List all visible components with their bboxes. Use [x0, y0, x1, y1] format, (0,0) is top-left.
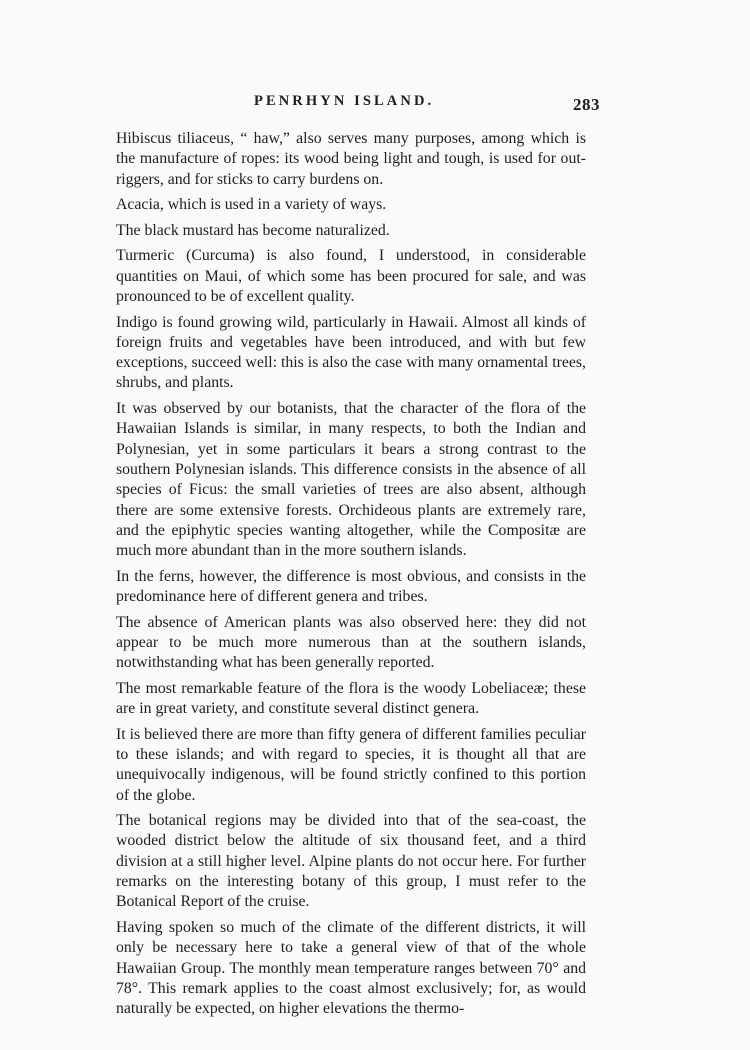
body-text	[116, 129, 586, 1025]
paragraph-american-plants: The absence of American plants was also observed here: they did not appear to be much more numerous than at the southern islands, notwithstanding what has been generally reported.	[116, 613, 586, 672]
paragraph-climate: Having spoken so much of the climate of the different districts, it will only be necessary here to take a general view of that of the whole Hawaiian Group. The monthly mean temperature ranges between 70° and 78°. This remark applies to the coast almost exclusively; for, as would naturally be expected, on higher elevations the thermo-	[116, 918, 586, 1018]
page-header	[116, 91, 600, 119]
paragraph-lobeliaceae: The most remarkable feature of the flora is the woody Lobeliaceæ; these are in great variety, and constitute several distinct genera.	[116, 679, 586, 718]
paragraph-black-mustard: The black mustard has become naturalized.	[116, 221, 390, 239]
page-number: 283	[573, 95, 600, 114]
paragraph-hibiscus: Hibiscus tiliaceus, “ haw,” also serves many purposes, among which is the manufacture of ropes: its wood being light and tough, is used for out-riggers, and for sticks to carry burdens on.	[116, 130, 586, 188]
paragraph-genera: It is believed there are more than fifty genera of different families peculiar to these islands; and with regard to species, it is thought all that are unequivocally indigenous, will be found strictly confined to this portion of the globe.	[116, 725, 586, 804]
paragraph-flora-character: It was observed by our botanists, that the character of the flora of the Hawaiian Islands is similar, in many respects, to both the Indian and Polynesian, yet in some particulars it bears a strong contrast to the southern Polynesian islands. This difference consists in the absence of all species of Ficus: the small varieties of trees are also absent, although there are some extensive forests. Orchideous plants are extremely rare, and the epiphytic species wanting altogether, while the Compositæ are much more abundant than in the more southern islands.	[116, 400, 586, 560]
paragraph-turmeric: Turmeric (Curcuma) is also found, I understood, in considerable quantities on Maui, of which some has been procured for sale, and was pronounced to be of excellent quality.	[116, 247, 586, 305]
paragraph-ferns: In the ferns, however, the difference is most obvious, and consists in the predominance here of different genera and tribes.	[116, 567, 586, 606]
paragraph-acacia: Acacia, which is used in a variety of ways.	[116, 196, 387, 214]
paragraph-indigo: Indigo is found growing wild, particularly in Hawaii. Almost all kinds of foreign fruits and vegetables have been introduced, and with but few exceptions, succeed well: this is also the case with many ornamental trees, shrubs, and plants.	[116, 313, 586, 392]
paragraph-botanical-regions: The botanical regions may be divided into that of the sea-coast, the wooded district below the altitude of six thousand feet, and a third division at a still higher level. Alpine plants do not occur here. For further remarks on the interesting botany of this group, I must refer to the Botanical Report of the cruise.	[116, 812, 586, 911]
running-head: PENRHYN ISLAND.	[254, 93, 435, 109]
